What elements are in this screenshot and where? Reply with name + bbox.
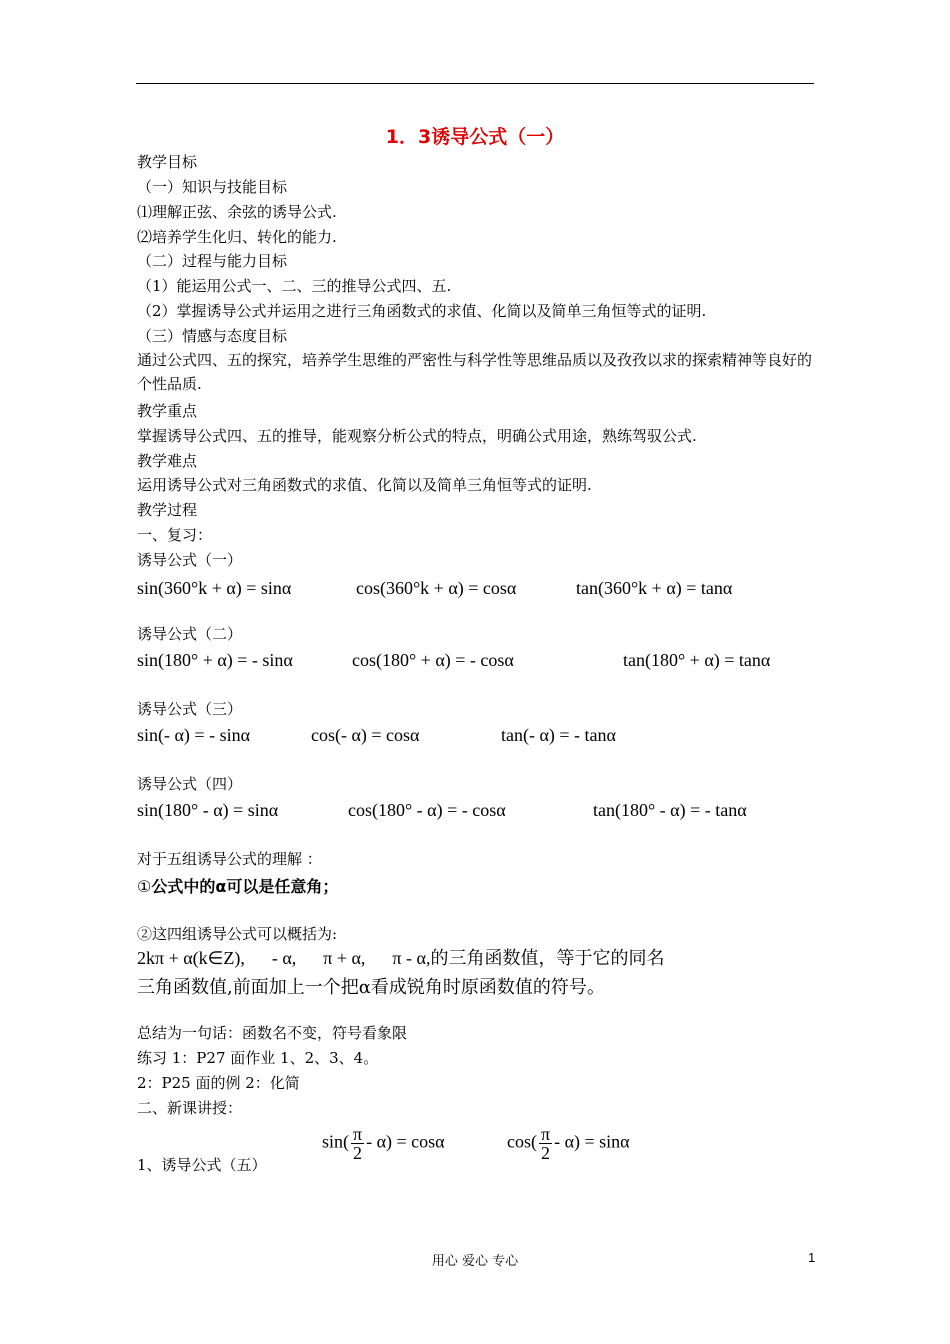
- fraction-numerator: π: [353, 1124, 363, 1144]
- objectives-s1-item2: ⑵培养学生化归、转化的能力.: [137, 228, 337, 246]
- formula5-cos: [507, 1125, 630, 1162]
- objectives-s2-heading: （二）过程与能力目标: [137, 252, 288, 270]
- formula-group-label: 诱导公式（一）: [137, 551, 243, 569]
- exercise-1: 练习 1：P27 面作业 1、2、3、4。: [137, 1049, 379, 1067]
- fraction-denominator: 2: [541, 1143, 551, 1163]
- fraction-numerator: π: [541, 1124, 551, 1144]
- objectives-heading: 教学目标: [137, 153, 198, 171]
- formula-group-label: 诱导公式（四）: [137, 775, 243, 793]
- objectives-s2-item2: （2）掌握诱导公式并运用之进行三角函数式的求值、化简以及简单三角恒等式的证明.: [137, 302, 707, 320]
- exercise-2: 2：P25 面的例 2：化简: [137, 1074, 300, 1092]
- formula5-sin-suffix: - α) = cosα: [366, 1131, 445, 1152]
- objectives-s1-item1: ⑴理解正弦、余弦的诱导公式.: [137, 203, 337, 221]
- summary-text: 总结为一句话：函数名不变，符号看象限: [137, 1024, 408, 1042]
- formula-group-label: 诱导公式（二）: [137, 625, 243, 643]
- pi-over-2-fraction: [351, 1125, 364, 1162]
- formula-item: cos(360°k + α) = cosα: [356, 578, 517, 598]
- formula5-cos-prefix: cos(: [507, 1131, 537, 1152]
- formula-group-label: 诱导公式（三）: [137, 700, 243, 718]
- understanding-line2: 三角函数值,前面加上一个把α看成锐角时原函数值的符号。: [137, 977, 605, 998]
- fraction-denominator: 2: [353, 1143, 363, 1163]
- key-points-text: 掌握诱导公式四、五的推导，能观察分析公式的特点，明确公式用途，熟练驾驭公式.: [137, 427, 697, 445]
- formula-item: sin(- α) = - sinα: [137, 725, 251, 745]
- point1-text: 公式中的α可以是任意角；: [151, 877, 339, 896]
- formula5-label: 1、诱导公式（五）: [137, 1156, 267, 1174]
- difficulties-text: 运用诱导公式对三角函数式的求值、化简以及简单三角恒等式的证明.: [137, 476, 592, 494]
- formula-item: tan(180° + α) = tanα: [623, 650, 771, 670]
- formula-item: tan(360°k + α) = tanα: [576, 578, 733, 598]
- formula-item: tan(- α) = - tanα: [501, 725, 616, 745]
- formula-item: cos(180° - α) = - cosα: [348, 800, 506, 820]
- formula-item: sin(180° - α) = sinα: [137, 800, 279, 820]
- review-heading: 一、复习：: [137, 526, 213, 544]
- footer-text: 用心 爱心 专心: [431, 1254, 519, 1269]
- angle-list-text: 的三角函数值，等于它的同名: [430, 948, 665, 969]
- formula5-sin: [322, 1125, 445, 1162]
- angle-list-math: 2kπ + α(k∈Z), - α, π + α, π - α,: [137, 948, 431, 968]
- formula-item: cos(180° + α) = - cosα: [352, 650, 514, 670]
- header-rule: [136, 83, 814, 84]
- formula-item: sin(360°k + α) = sinα: [137, 578, 292, 598]
- objectives-s1-heading: （一）知识与技能目标: [137, 178, 288, 196]
- understanding-point2: ②这四组诱导公式可以概括为:: [137, 925, 338, 943]
- understanding-line1: [137, 947, 664, 970]
- formula5-sin-prefix: sin(: [322, 1131, 349, 1152]
- circled-number-1: ①: [137, 877, 152, 896]
- understanding-heading: 对于五组诱导公式的理解 ：: [137, 850, 322, 868]
- objectives-s3-text: 通过公式四、五的探究，培养学生思维的严密性与科学性等思维品质以及孜孜以求的探索精神等良好的个性品质.: [137, 351, 813, 393]
- page-title: 1．3诱导公式（一）: [385, 126, 565, 148]
- formula-item: cos(- α) = cosα: [311, 725, 420, 745]
- difficulties-heading: 教学难点: [137, 452, 198, 470]
- objectives-s3-heading: （三）情感与态度目标: [137, 327, 288, 345]
- understanding-point1: [137, 878, 338, 896]
- formula-item: tan(180° - α) = - tanα: [593, 800, 747, 820]
- formula5-cos-suffix: - α) = sinα: [554, 1131, 630, 1152]
- objectives-s2-item1: （1）能运用公式一、二、三的推导公式四、五.: [137, 277, 452, 295]
- pi-over-2-fraction: [539, 1125, 552, 1162]
- key-points-heading: 教学重点: [137, 402, 198, 420]
- new-lesson-heading: 二、新课讲授：: [137, 1099, 243, 1117]
- formula-item: sin(180° + α) = - sinα: [137, 650, 293, 670]
- process-heading: 教学过程: [137, 501, 198, 519]
- page-number: 1: [808, 1250, 816, 1265]
